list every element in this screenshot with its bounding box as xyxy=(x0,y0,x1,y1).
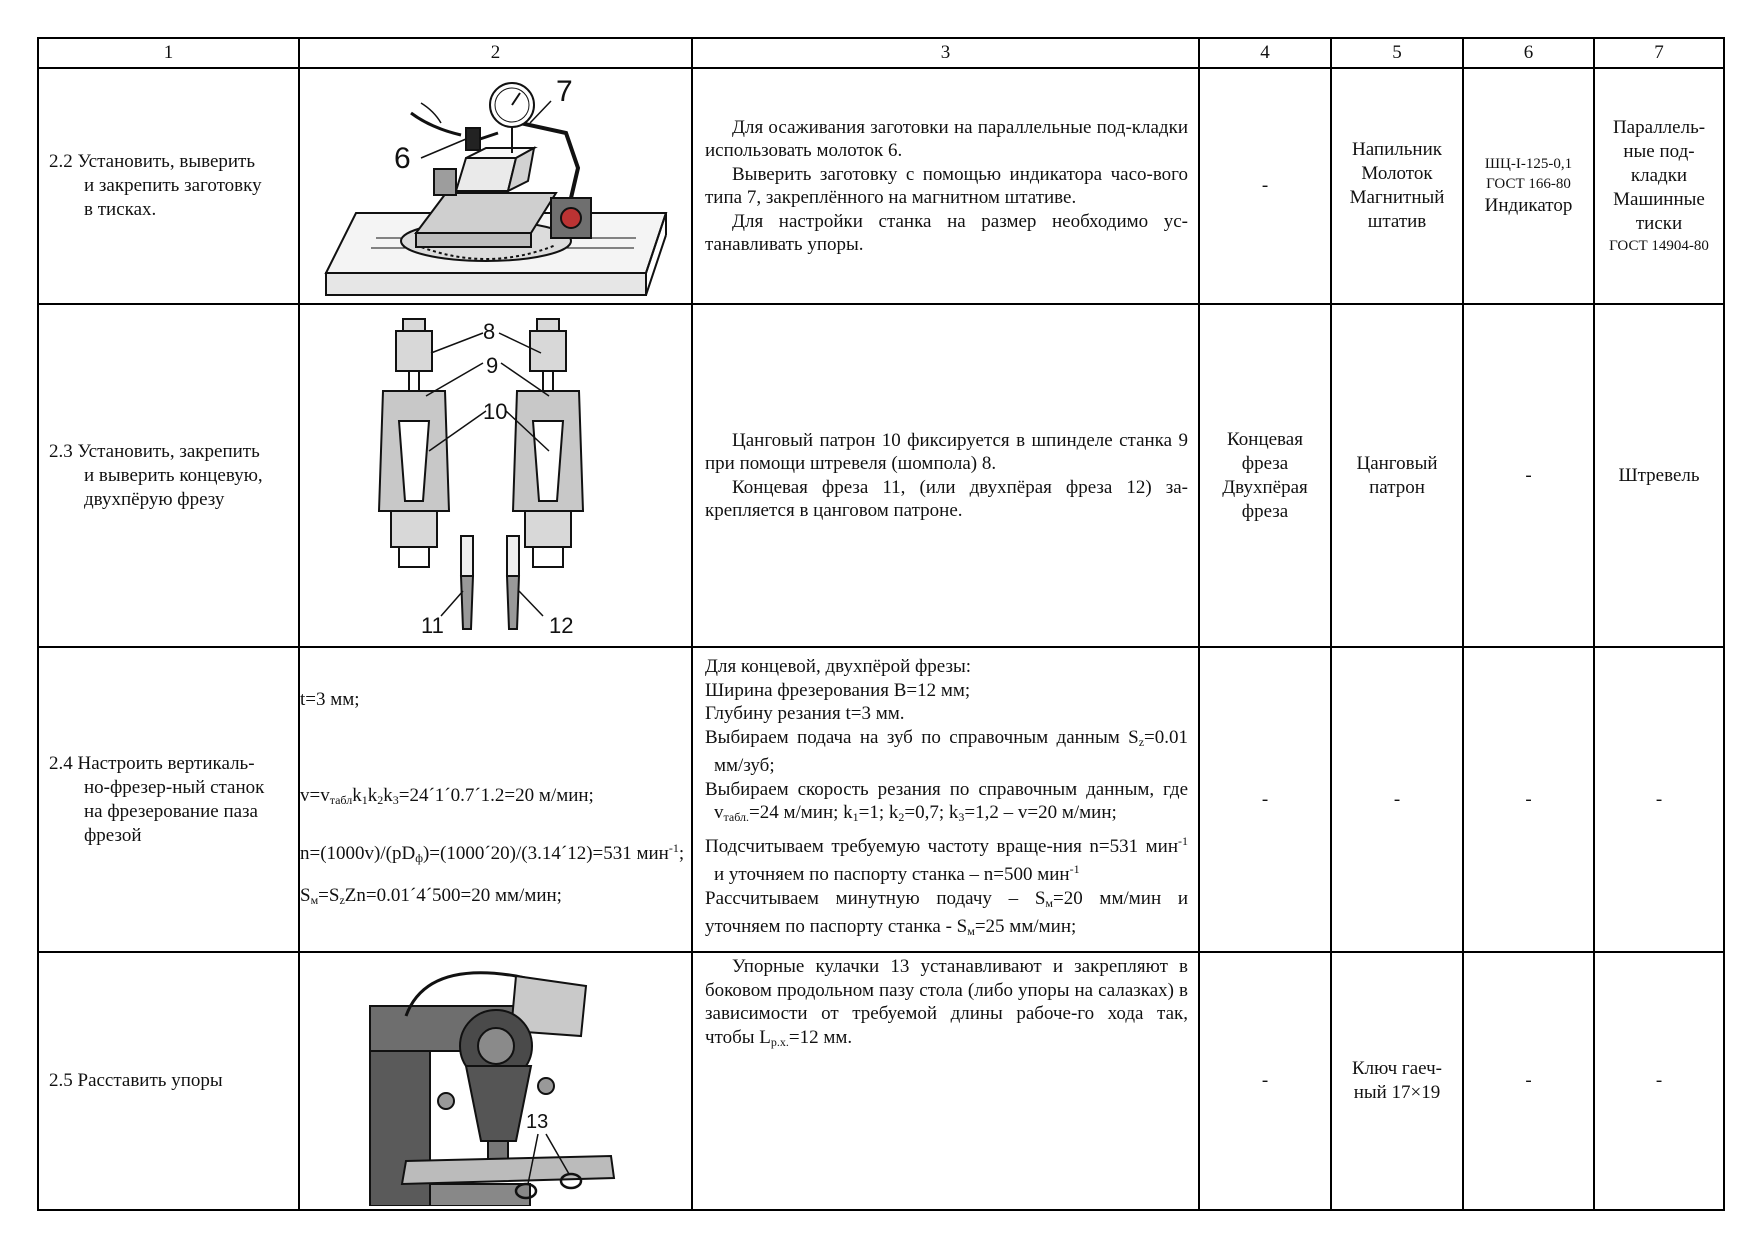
description-paragraph: Для настройки станка на размер необходимо ус-танавливать упоры. xyxy=(705,210,1188,255)
operation-line: 2.3 Установить, закрепить xyxy=(49,440,260,462)
calc-speed: $v=v_{табл}k_1k_2k_3=24´1´0.7´1.2=20$ м/мин; xyxy=(300,784,594,807)
cell-value: Индикатор xyxy=(1484,195,1573,216)
cell-value: - xyxy=(1261,175,1269,196)
sketch-cell xyxy=(299,952,692,1210)
description-line: Рассчитываем минутную подачу – $S_м=20$ мм/мин и уточняем по паспорту станка - $S_м=25$ мм/мин; xyxy=(705,887,1188,939)
calc-rpm: $n=(1000v)/(pD_ф)=(1000´20)/(3.14´12)=531$ мин$^{-1}$; xyxy=(300,840,685,865)
description-line: Подсчитываем требуемую частоту враще-ния n=531 мин$^{-1}$ и уточняем по паспорту станка – n=500 мин$^{-1}$ xyxy=(705,833,1188,886)
figure-label: 9 xyxy=(485,352,498,378)
sketch-cell xyxy=(299,304,692,647)
header-col-3: 3 xyxy=(692,38,1199,68)
figure-label: 6 xyxy=(393,142,411,175)
cell-value: Концевая xyxy=(1227,428,1303,450)
tools-cell xyxy=(1331,68,1463,304)
header-col-1: 1 xyxy=(38,38,299,68)
operation-cell xyxy=(38,647,299,952)
cell-value: Магнитный xyxy=(1349,187,1445,208)
operation-line: 2.4 Настроить вертикаль- xyxy=(49,752,255,774)
operation-line: в тисках. xyxy=(84,199,157,220)
cell-value: тиски xyxy=(1635,213,1683,234)
description-paragraph: Упорные кулачки 13 устанавливают и закрепляют в боковом продольном пазу стола (либо упоры на салазках) в зависимости от требуемой длины рабоче-го хода так, чтобы $L_{р.х.}=12$ мм. xyxy=(705,956,1188,1049)
vise-indicator-sketch xyxy=(316,73,676,299)
description-paragraph: Для осаживания заготовки на параллельные под-кладки использовать молоток 6. xyxy=(705,116,1188,161)
description-line: Для концевой, двухпёрой фрезы: xyxy=(705,656,972,678)
cell-value: - xyxy=(1261,1070,1269,1091)
milling-machine-sketch xyxy=(366,956,626,1206)
measuring-cell xyxy=(1463,952,1594,1210)
col4-cell xyxy=(1199,952,1331,1210)
cell-value: ные под- xyxy=(1623,141,1695,162)
cell-value: Молоток xyxy=(1361,163,1433,184)
tools-cell xyxy=(1331,647,1463,952)
collet-chuck-sketch xyxy=(371,311,621,641)
cell-value: - xyxy=(1525,788,1532,810)
operation-line: 2.5 Расставить упоры xyxy=(49,1070,223,1091)
operation-cell xyxy=(38,304,299,647)
cell-value: ГОСТ 166-80 xyxy=(1486,176,1571,192)
cell-value: ШЦ-I-125-0,1 xyxy=(1484,156,1573,172)
row-2-3 xyxy=(38,304,1724,647)
figure-label: 10 xyxy=(482,398,507,424)
operation-line: двухпёрую фрезу xyxy=(84,488,225,510)
cell-value: ГОСТ 14904-80 xyxy=(1609,238,1709,254)
description-paragraph: Выверить заготовку с помощью индикатора часо-вого типа 7, закреплённого на магнитном штативе. xyxy=(705,163,1188,208)
measuring-cell xyxy=(1463,647,1594,952)
figure-label: 8 xyxy=(482,318,495,344)
tools-cell xyxy=(1331,952,1463,1210)
operation-line: но-фрезер-ный станок xyxy=(84,776,265,798)
cell-value: Цанговый xyxy=(1356,452,1438,474)
calc-depth: t=3 мм; xyxy=(300,688,360,710)
description-cell xyxy=(692,304,1199,647)
header-col-7: 7 xyxy=(1594,38,1724,68)
col4-cell xyxy=(1199,304,1331,647)
description-line: Выбираем подача на зуб по справочным данным $S_z=0.01$ мм/зуб; xyxy=(705,726,1188,777)
cell-value: штатив xyxy=(1367,211,1427,232)
figure-label: 12 xyxy=(548,612,573,638)
operation-line: на фрезерование паза xyxy=(84,800,258,822)
operation-cell xyxy=(38,68,299,304)
fixtures-cell xyxy=(1594,952,1724,1210)
figure-label: 13 xyxy=(525,1111,548,1133)
cell-value: - xyxy=(1655,1070,1663,1091)
col4-cell xyxy=(1199,647,1331,952)
cell-value: Напильник xyxy=(1352,139,1442,160)
header-col-2: 2 xyxy=(299,38,692,68)
figure-label: 7 xyxy=(555,75,573,108)
cell-value: фреза xyxy=(1241,500,1289,522)
operation-line: и выверить концевую, xyxy=(84,464,263,486)
operation-line: и закрепить заготовку xyxy=(84,175,262,196)
cell-value: - xyxy=(1525,464,1532,486)
col4-cell xyxy=(1199,68,1331,304)
calculation-cell xyxy=(299,647,692,952)
fixtures-cell xyxy=(1594,647,1724,952)
cell-value: - xyxy=(1261,788,1269,810)
measuring-cell xyxy=(1463,68,1594,304)
cell-value: Двухпёрая xyxy=(1222,476,1308,498)
description-cell xyxy=(692,68,1199,304)
row-2-2 xyxy=(38,68,1724,304)
cell-value: Параллель- xyxy=(1612,117,1706,138)
measuring-cell xyxy=(1463,304,1594,647)
operation-line: 2.2 Установить, выверить xyxy=(49,151,256,172)
description-cell xyxy=(692,647,1199,952)
cell-value: - xyxy=(1655,788,1663,810)
header-col-4: 4 xyxy=(1199,38,1331,68)
header-col-5: 5 xyxy=(1331,38,1463,68)
process-table xyxy=(37,37,1725,1211)
tools-cell xyxy=(1331,304,1463,647)
description-line: Ширина фрезерования B=12 мм; xyxy=(705,679,971,701)
description-paragraph: Концевая фреза 11, (или двухпёрая фреза 12) за-крепляется в цанговом патроне. xyxy=(705,476,1188,521)
cell-value: фреза xyxy=(1241,452,1289,474)
cell-value: Ключ гаеч- xyxy=(1352,1058,1442,1079)
operation-cell xyxy=(38,952,299,1210)
cell-value: - xyxy=(1525,1070,1532,1091)
sketch-cell xyxy=(299,68,692,304)
cell-value: патрон xyxy=(1369,476,1425,498)
description-paragraph: Цанговый патрон 10 фиксируется в шпинделе станка 9 при помощи штревеля (шомпола) 8. xyxy=(705,429,1188,474)
figure-label: 11 xyxy=(420,612,444,638)
description-line: Выбираем скорость резания по справочным данным, где $v_{табл.}=24$ м/мин; $k_1=1$; $k_2=0,7$; $k_3=1,2 - v=20$ м/мин; xyxy=(705,778,1188,825)
cell-value: Машинные xyxy=(1613,189,1705,210)
description-cell xyxy=(692,952,1199,1210)
cell-value: кладки xyxy=(1630,165,1688,186)
header-row xyxy=(38,38,1724,68)
fixtures-cell xyxy=(1594,68,1724,304)
cell-value: - xyxy=(1393,788,1401,810)
cell-value: Штревель xyxy=(1618,464,1700,486)
cell-value: ный 17×19 xyxy=(1353,1082,1441,1103)
calc-feed: $S_м=S_zZn=0.01´4´500=20$ мм/мин; xyxy=(300,884,562,907)
header-col-6: 6 xyxy=(1463,38,1594,68)
row-2-5 xyxy=(38,952,1724,1210)
description-line: Глубину резания t=3 мм. xyxy=(705,703,905,725)
fixtures-cell xyxy=(1594,304,1724,647)
operation-line: фрезой xyxy=(84,824,142,846)
row-2-4 xyxy=(38,647,1724,952)
